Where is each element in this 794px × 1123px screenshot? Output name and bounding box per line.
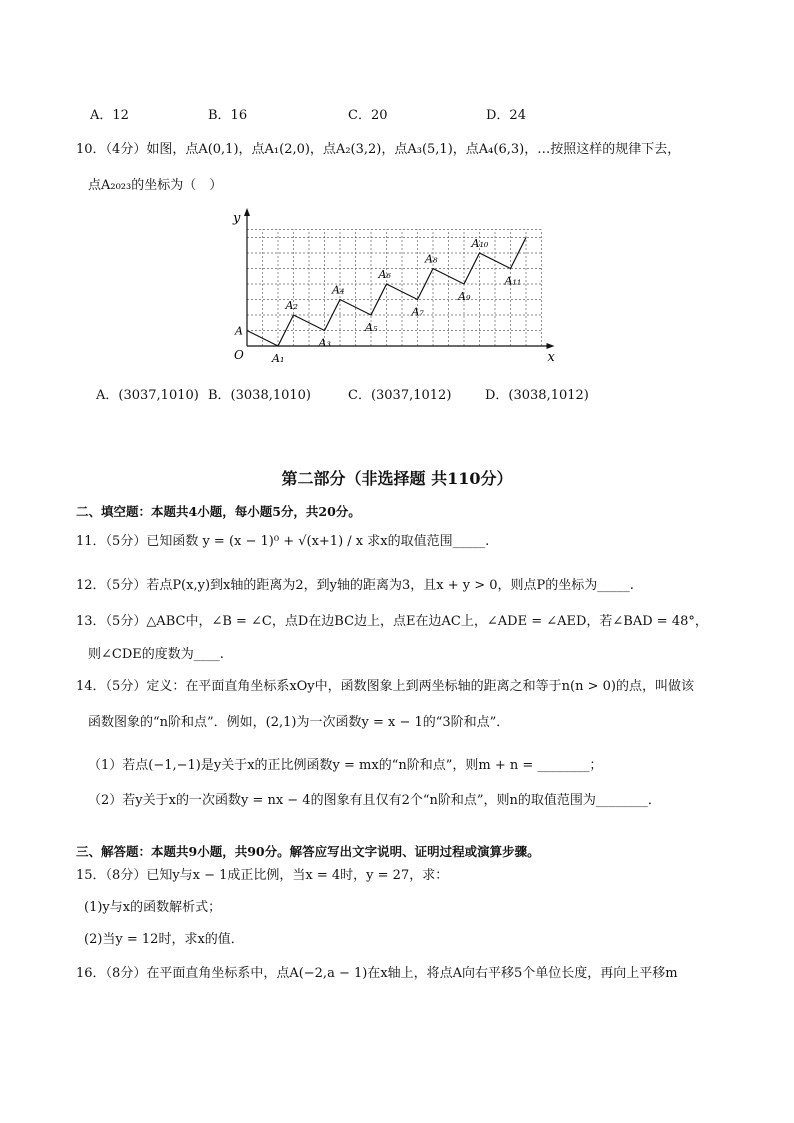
point-label: A₁: [272, 352, 285, 365]
q15-sub1: (1)y与x的函数解析式；: [84, 900, 222, 915]
point-label: A₂: [285, 299, 298, 312]
x-axis-arrow: [547, 343, 555, 349]
origin-label: O: [234, 348, 244, 362]
point-label: A₁₁: [504, 274, 522, 288]
x-axis-label: x: [547, 350, 555, 365]
y-axis-label: y: [233, 211, 241, 226]
point-label: A₇: [411, 305, 424, 319]
q10-option-b: B．(3038,1010): [208, 388, 311, 403]
q10-option-d: D．(3038,1012): [485, 388, 589, 403]
q14-sub2: （2）若y关于x的一次函数y = nx − 4的图象有且仅有2个“n阶和点”，则n的取值范围为________．: [88, 793, 661, 808]
q13-line2: 则∠CDE的度数为____.: [88, 647, 224, 662]
q9-option-b: B．16: [208, 108, 248, 123]
q9-option-d: D．24: [486, 108, 526, 123]
part2-title: 第二部分（非选择题 共110分）: [281, 469, 513, 488]
q14-line2: 函数图象的“n阶和点”．例如，(2,1)为一次函数y = x − 1的“3阶和点”．: [88, 715, 510, 730]
q9-option-a: A．12: [90, 108, 129, 123]
q10-option-c: C．(3037,1012): [348, 388, 452, 403]
answer-section-header: 三、解答题：本题共9小题，共90分。解答应写出文字说明、证明过程或演算步骤。: [76, 844, 540, 859]
q16-text: 16．（8分）在平面直角坐标系中，点A(−2,a − 1)在x轴上，将点A向右平移5个单位长度，再向上平移m: [76, 966, 678, 981]
point-label: A₈: [425, 252, 438, 266]
q10-option-a: A．(3037,1010): [96, 388, 199, 403]
q13-line1: 13．（5分）△ABC中，∠B = ∠C，点D在边BC边上，点E在边AC上，∠ADE = ∠AED，若∠BAD = 48°，: [76, 614, 708, 629]
q10-stem-line1: 10．（4分）如图，点A(0,1)，点A₁(2,0)，点A₂(3,2)，点A₃(5,1)，点A₄(6,3)，…按照这样的规律下去，: [76, 142, 681, 157]
point-label: A₆: [378, 268, 391, 281]
q12-text: 12．（5分）若点P(x,y)到x轴的距离为2，到y轴的距离为3，且x + y > 0，则点P的坐标为_____.: [76, 578, 634, 593]
q15-sub2: (2)当y = 12时，求x的值．: [84, 932, 244, 947]
point-label: A₅: [365, 321, 378, 334]
q9-option-c: C．20: [348, 108, 388, 123]
q10-stem-line2: 点A₂₀₂₃的坐标为（ ）: [88, 178, 223, 193]
q14-line1: 14．（5分）定义：在平面直角坐标系xOy中，函数图象上到两坐标轴的距离之和等于n(n > 0)的点，叫做该: [76, 679, 694, 694]
q11-text: 11．（5分）已知函数 y = (x − 1)⁰ + √(x+1) / x 求x的取值范围_____.: [76, 534, 490, 549]
point-label: A: [235, 324, 243, 338]
point-label: A₁₀: [471, 237, 489, 250]
point-label: A₃: [318, 336, 331, 350]
q10-zigzag-graph: [230, 208, 560, 368]
q14-sub1: （1）若点(−1,−1)是y关于x的正比例函数y = mx的“n阶和点”，则m + n = ________；: [88, 758, 603, 773]
y-axis-arrow: [244, 208, 250, 216]
q15-line1: 15．（8分）已知y与x − 1成正比例，当x = 4时，y = 27，求：: [76, 868, 449, 883]
point-label: A₄: [332, 283, 345, 297]
fill-in-section-header: 二、填空题：本题共4小题，每小题5分，共20分。: [76, 504, 361, 519]
point-label: A₉: [458, 290, 471, 303]
